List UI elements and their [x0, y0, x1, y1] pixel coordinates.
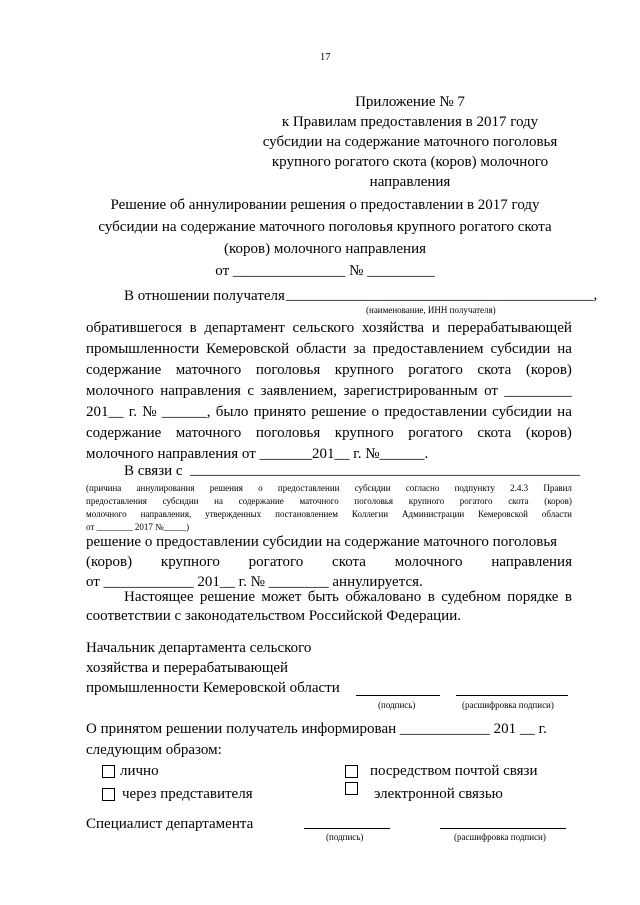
title-line: Решение об аннулировании решения о предоставлении в 2017 году: [110, 197, 540, 213]
word: за: [353, 341, 366, 357]
word: содержание: [238, 496, 284, 506]
word: рогатого: [408, 425, 463, 441]
word: маточного: [299, 496, 339, 506]
option-personal-label: лично: [120, 763, 159, 779]
word: судебном: [441, 589, 501, 605]
word: Коллегии: [351, 509, 389, 519]
appendix-line: субсидии на содержание маточного поголовья: [262, 134, 558, 150]
appendix-header: [252, 92, 568, 192]
word: содержание: [86, 362, 162, 378]
word: молочного: [86, 509, 127, 519]
word: 2.4.3: [510, 483, 529, 493]
checkbox-representative[interactable]: [102, 788, 115, 801]
word: 201__: [86, 404, 124, 420]
word: предоставлении: [277, 483, 340, 493]
word: области: [541, 509, 572, 519]
body1-line-5: [86, 402, 572, 422]
word: _________: [504, 383, 572, 399]
word: субсидии: [354, 483, 391, 493]
word: Настоящее: [124, 589, 194, 605]
word: постановлением: [275, 509, 338, 519]
word: предоставлении: [384, 404, 487, 420]
word: на: [557, 341, 572, 357]
word: направления: [160, 383, 241, 399]
word: порядке: [507, 589, 559, 605]
checkbox-email[interactable]: [345, 782, 358, 795]
document-title: [80, 194, 570, 282]
word: скота: [477, 362, 512, 378]
reason-hint-3: [86, 508, 572, 521]
word: скота: [508, 496, 529, 506]
head-line-1: Начальник департамента сельского: [86, 640, 312, 656]
word: о: [371, 404, 380, 420]
word: утвержденных: [205, 509, 262, 519]
word: Администрации: [402, 509, 465, 519]
word: быть: [307, 589, 339, 605]
word: решения: [209, 483, 243, 493]
body1-line-7: молочного направления от _______201__ г. №______.: [86, 446, 429, 462]
word: №: [142, 404, 157, 420]
word: зарегистрированным: [343, 383, 478, 399]
word: и: [431, 320, 440, 336]
specialist-decode-line[interactable]: [440, 828, 566, 829]
word: принято: [253, 404, 306, 420]
reason-blank[interactable]: ____________________________________________________: [190, 462, 580, 478]
word: маточного: [175, 425, 242, 441]
word: молочного: [394, 554, 463, 570]
word: предоставления: [86, 496, 147, 506]
word: рогатого: [248, 554, 304, 570]
word: маточного: [175, 362, 242, 378]
page-number: 17: [320, 52, 331, 63]
specialist-signature-hint: (подпись): [326, 832, 364, 842]
word: рогатого: [459, 496, 493, 506]
inform-line-2: следующим образом:: [86, 742, 222, 758]
word: (коров): [525, 425, 572, 441]
recipient-hint: (наименование, ИНН получателя): [366, 305, 496, 315]
word: поголовья: [255, 425, 321, 441]
body1-line-1: [86, 318, 572, 338]
inform-line-1: О принятом решении получатель информирован ____________ 201 __ г.: [86, 721, 547, 737]
head-signature-line[interactable]: [356, 695, 440, 696]
word: департамент: [204, 320, 285, 336]
body1-line-6: [86, 423, 572, 443]
reason-hint-1: [86, 482, 572, 495]
recipient-blank[interactable]: _________________________________________,: [286, 287, 598, 303]
word: промышленности: [86, 341, 200, 357]
reason-hint-4: от ________ 2017 №_____): [86, 522, 190, 532]
word: поголовья: [255, 362, 321, 378]
word: субсидии: [490, 341, 551, 357]
body1-line-2: [86, 339, 572, 359]
word: крупного: [160, 554, 220, 570]
option-post-label: посредством почтой связи: [370, 763, 538, 779]
word: перерабатывающей: [447, 320, 572, 336]
body2-line-3: от ____________ 201__ г. № ________ аннулируется.: [86, 574, 423, 590]
word: хозяйства: [361, 320, 425, 336]
body2-line-2: [86, 552, 572, 572]
word: субсидии: [162, 496, 199, 506]
option-representative-label: через представителя: [122, 786, 253, 802]
word: (причина: [86, 483, 122, 493]
word: Кемеровской: [478, 509, 528, 519]
word: ______,: [161, 404, 211, 420]
word: обратившегося: [86, 320, 182, 336]
head-decode-hint: (расшифровка подписи): [462, 700, 554, 710]
appendix-line: направления: [369, 174, 451, 190]
word: может: [261, 589, 302, 605]
head-decode-line[interactable]: [456, 695, 568, 696]
word: предоставлением: [372, 341, 484, 357]
head-line-2: хозяйства и перерабатывающей: [86, 660, 289, 676]
word: о: [258, 483, 263, 493]
appendix-line: к Правилам предоставления в 2017 году: [281, 114, 539, 130]
word: (коров): [525, 362, 572, 378]
word: на: [557, 404, 572, 420]
word: решение: [311, 404, 367, 420]
word: подпункту: [454, 483, 495, 493]
word: области: [296, 341, 347, 357]
appendix-line: крупного рогатого скота (коров) молочного: [271, 154, 549, 170]
specialist-label: Специалист департамента: [86, 816, 254, 832]
word: крупного: [334, 362, 394, 378]
word: (коров): [544, 496, 572, 506]
word: с: [247, 383, 255, 399]
reason-hint-2: [86, 495, 572, 508]
specialist-decode-hint: (расшифровка подписи): [454, 832, 546, 842]
title-line: (коров) молочного направления: [224, 241, 426, 257]
word: содержание: [86, 425, 162, 441]
checkbox-personal[interactable]: [102, 765, 115, 778]
word: в: [564, 589, 572, 605]
word: на: [214, 496, 223, 506]
word: направления,: [140, 509, 192, 519]
word: решение: [199, 589, 255, 605]
reason-label: В связи с: [124, 463, 183, 479]
word: сельского: [292, 320, 355, 336]
word: от: [484, 383, 498, 399]
title-line: субсидии на содержание маточного поголовья крупного рогатого скота: [98, 219, 552, 235]
body2-line-1: решение о предоставлении субсидии на содержание маточного поголовья: [86, 534, 558, 550]
word: обжаловано: [345, 589, 422, 605]
word: молочного: [86, 383, 154, 399]
word: в: [427, 589, 435, 605]
word: заявлением,: [260, 383, 338, 399]
recipient-label: В отношении получателя: [124, 288, 285, 304]
appeal-line-1: [124, 587, 572, 607]
word: рогатого: [408, 362, 463, 378]
word: субсидии: [492, 404, 552, 420]
title-date-number: от _______________ № _________: [215, 263, 435, 279]
word: в: [189, 320, 197, 336]
word: крупного: [334, 425, 394, 441]
appeal-line-2: соответствии с законодательством Российской Федерации.: [86, 608, 461, 624]
word: Кемеровской: [206, 341, 290, 357]
specialist-signature-line[interactable]: [304, 828, 390, 829]
word: аннулирования: [136, 483, 195, 493]
checkbox-post[interactable]: [345, 765, 358, 778]
word: скота: [477, 425, 512, 441]
word: направления: [491, 554, 572, 570]
head-signature-hint: (подпись): [378, 700, 416, 710]
word: согласно: [405, 483, 440, 493]
word: поголовья: [354, 496, 394, 506]
appendix-line: Приложение № 7: [355, 94, 465, 110]
word: Правил: [543, 483, 572, 493]
head-line-3: промышленности Кемеровской области: [86, 680, 340, 696]
word: скота: [332, 554, 366, 570]
word: крупного: [408, 496, 445, 506]
option-email-label: электронной связью: [374, 786, 503, 802]
word: (коров): [86, 554, 133, 570]
body1-line-3: [86, 360, 572, 380]
word: г.: [128, 404, 137, 420]
word: было: [215, 404, 249, 420]
body1-line-4: [86, 381, 572, 401]
